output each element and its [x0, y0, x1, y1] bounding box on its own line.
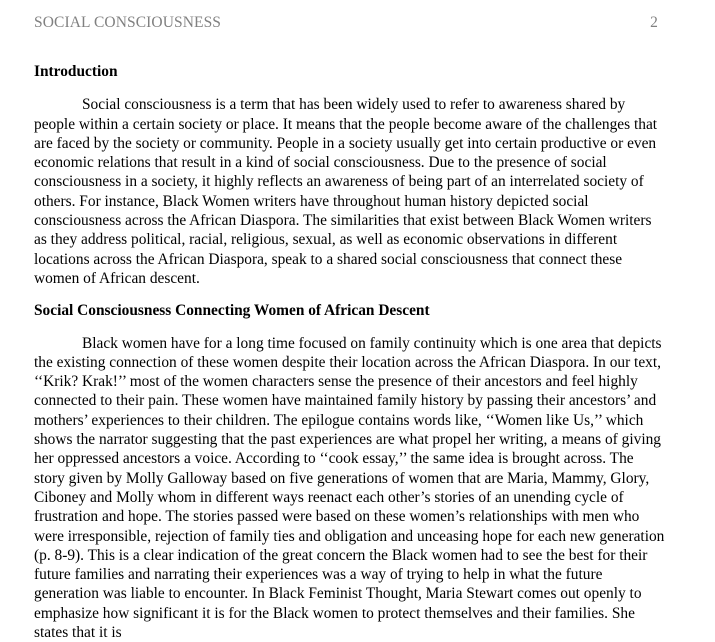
running-head-title: SOCIAL CONSCIOUSNESS — [34, 14, 222, 31]
paragraph-social-consciousness: Black women have for a long time focused on family continuity which is one area that depicts the existing connection of these women despite their location across the African Diaspora. In our text, ‘‘Krik? Krak!’’ most of the women characters sense the presence of their ancestors and feel highly connected to their pain. These women have maintained family history by passing their ancestors’ and mothers’ experiences to their children. The epilogue contains words like, ‘‘Women like Us,’’ which shows the narrator suggesting that the past experiences are what propel her writing, a means of giving her oppressed ancestors a voice. According to ‘‘cook essay,’’ the same idea is brought across. The story given by Molly Galloway based on five generations of women that are Maria, Mammy, Glory, Ciboney and Molly whom in different ways reenact each other’s stories of an unending cycle of frustration and hope. The stories passed were based on these women’s relationships with men who were irresponsible, rejection of family ties and obligation and unceasing hope for each new generation (p. 8-9). This is a clear indication of the great concern the Black women had to see the best for their future families and narrating their experiences was a way of trying to help in what the future generation was liable to encounter. In Black Feminist Thought, Maria Stewart comes out openly to emphasize how significant it is for the Black women to protect themselves and their families. She states that it is — [34, 334, 665, 642]
running-header — [34, 14, 658, 34]
document-body — [34, 62, 666, 642]
page-number: 2 — [650, 14, 658, 31]
paragraph-introduction: Social consciousness is a term that has been widely used to refer to awareness shared by people within a certain society or place. It means that the people become aware of the challenges that are faced by the society or community. People in a society usually get into certain productive or even economic relations that result in a kind of social consciousness. Due to the presence of social consciousness in a society, it highly reflects an awareness of being part of an interrelated society of others. For instance, Black Women writers have throughout human history depicted social consciousness across the African Diaspora. The similarities that exist between Black Women writers as they address political, racial, religious, sexual, as well as economic observations in different locations across the African Diaspora, speak to a shared social consciousness that connect these women of African descent. — [34, 96, 658, 287]
section-heading-social-consciousness: Social Consciousness Connecting Women of African Descent — [34, 302, 430, 320]
section-heading-introduction: Introduction — [34, 63, 118, 80]
